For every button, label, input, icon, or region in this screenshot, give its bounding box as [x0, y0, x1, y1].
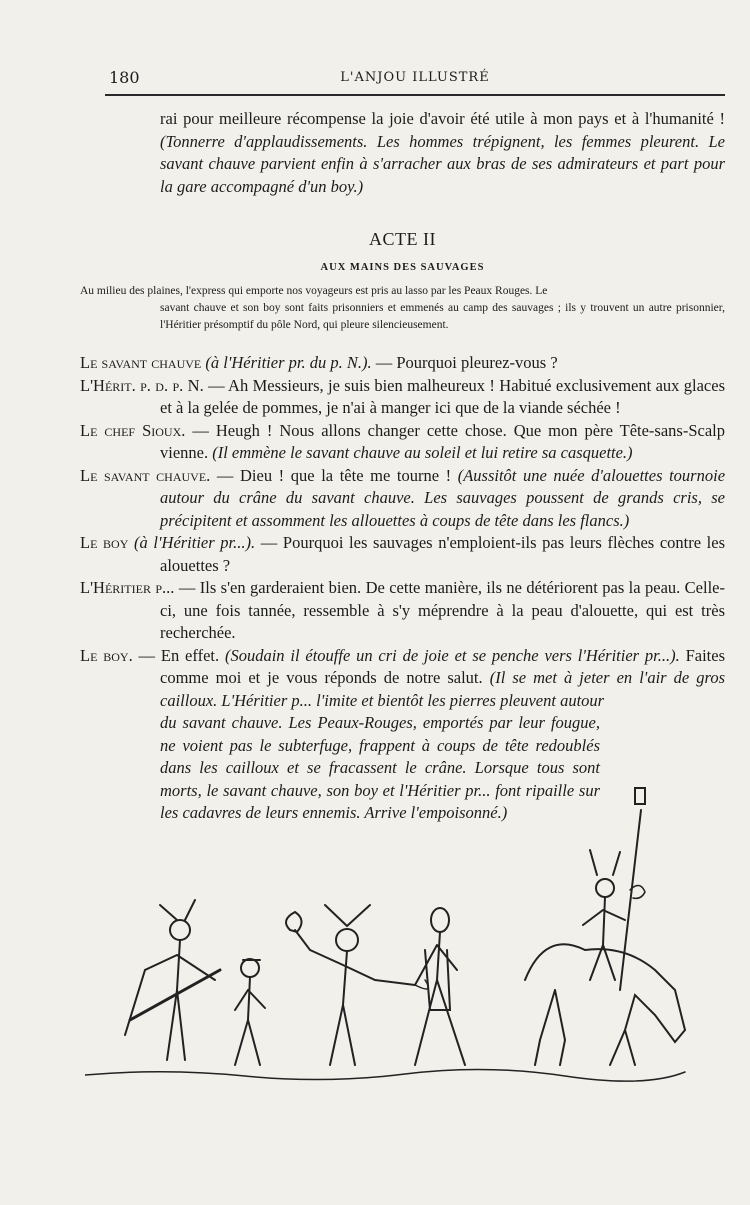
- intro-text: rai pour meilleure récompense la joie d'avoir été utile à mon pays et à l'humanité !: [160, 109, 725, 128]
- speaker: L'Hérit. p. d. p. N.: [80, 375, 204, 395]
- dialogue-line: [80, 577, 725, 645]
- page-header: [105, 68, 725, 94]
- intro-paragraph: [80, 108, 725, 198]
- dialogue-line: [80, 532, 725, 577]
- speaker: Le savant chauve.: [80, 465, 211, 485]
- dialogue-line: [80, 352, 725, 375]
- speaker: L'Héritier p...: [80, 578, 175, 597]
- stage-direction: (Soudain il étouffe un cri de joie et se penche vers l'Héritier pr...).: [219, 645, 680, 665]
- page-number: 180: [109, 68, 140, 87]
- body-text: [80, 108, 725, 825]
- dialogue-text: — Heugh ! Nous allons changer cette chose. Que mon père Tête-sans-Scalp vienne.: [160, 420, 725, 462]
- scene-description: [80, 283, 725, 334]
- procession-drawing-icon: [85, 780, 695, 1085]
- act-title: ACTE II: [369, 229, 436, 249]
- speaker: Le chef Sioux.: [80, 420, 186, 440]
- stage-direction: (à l'Héritier pr...).: [134, 533, 256, 552]
- speaker: Le boy.: [80, 645, 133, 665]
- dialogue-text: — Dieu ! que la tête me tourne !: [210, 465, 452, 485]
- speaker: Le savant chauve: [80, 353, 202, 372]
- scene-description-first: Au milieu des plaines, l'express qui emporte nos voyageurs est pris au lasso par les Peaux Rouges. Le: [80, 285, 548, 297]
- dialogue-line: [80, 420, 725, 465]
- scene-description-rest: savant chauve et son boy sont faits prisonniers et emmenés au camp des sauvages ; ils y trouvent un autre prisonnier, l'Héritier présomptif du pôle Nord, qui pleure silencieusement.: [160, 302, 725, 331]
- running-title: L'ANJOU ILLUSTRÉ: [340, 70, 490, 85]
- dialogue-line: [80, 375, 725, 420]
- stage-direction: (Il se met à jeter en l'air de gros cailloux. L'Héritier p... l'imite et bientôt les pierres pleuvent autour: [160, 668, 726, 710]
- dialogue-text: — Pourquoi pleurez-vous ?: [371, 353, 558, 372]
- header-rule: [105, 94, 725, 96]
- stage-direction: (Il emmène le savant chauve au soleil et lui retire sa casquette.): [208, 443, 633, 462]
- narrow-stage-direction: du savant chauve. Les Peaux-Rouges, emportés par leur fougue, ne voient pas le subterfuge, frappent à coups de tête redoublés dans les cailloux et se fracassent le crâne. Lorsque tous sont morts, le savant chauve, son boy et l'Héritier pr... font ripaille sur les cadavres de leurs ennemis. Arrive l'empoisonné.): [160, 713, 600, 822]
- speaker: Le boy: [80, 533, 129, 552]
- dialogue-line: [80, 645, 725, 713]
- dialogue-line: [80, 465, 725, 533]
- dialogue-text: Faites comme moi et je vous réponds de notre salut.: [160, 645, 725, 687]
- intro-stage-direction: (Tonnerre d'applaudissements. Les hommes trépignent, les femmes pleurent. Le savant chauve parvient enfin à s'arracher aux bras de ses admirateurs et part pour la gare accompagné d'un boy.): [160, 131, 725, 196]
- dialogue-text: — Pourquoi les sauvages n'emploient-ils pas leurs flèches contre les alouettes ?: [160, 533, 726, 575]
- dialogue-text: — En effet.: [132, 645, 220, 665]
- stage-direction: (à l'Héritier pr. du p. N.).: [205, 353, 372, 372]
- intro-text-block: [80, 108, 725, 198]
- dialogue-text: — Ils s'en garderaient bien. De cette manière, ils ne détériorent pas la peau. Celle-ci, une fois tannée, ressemble à s'y méprendre à la peau d'alouette, qui est très recherchée.: [160, 578, 725, 642]
- dialogue-text: — Ah Messieurs, je suis bien malheureux ! Habitué exclusivement aux glaces et à la gelée de pommes, je n'ai à manger ici que de la viande séchée !: [160, 375, 725, 417]
- scene-title: AUX MAINS DES SAUVAGES: [320, 261, 485, 273]
- stage-direction: (Aussitôt une nuée d'alouettes tournoie autour du crâne du savant chauve. Les sauvages poussent de grands cris, se précipitent et assomment les allouettes à coups de tête dans les flancs.): [160, 465, 726, 530]
